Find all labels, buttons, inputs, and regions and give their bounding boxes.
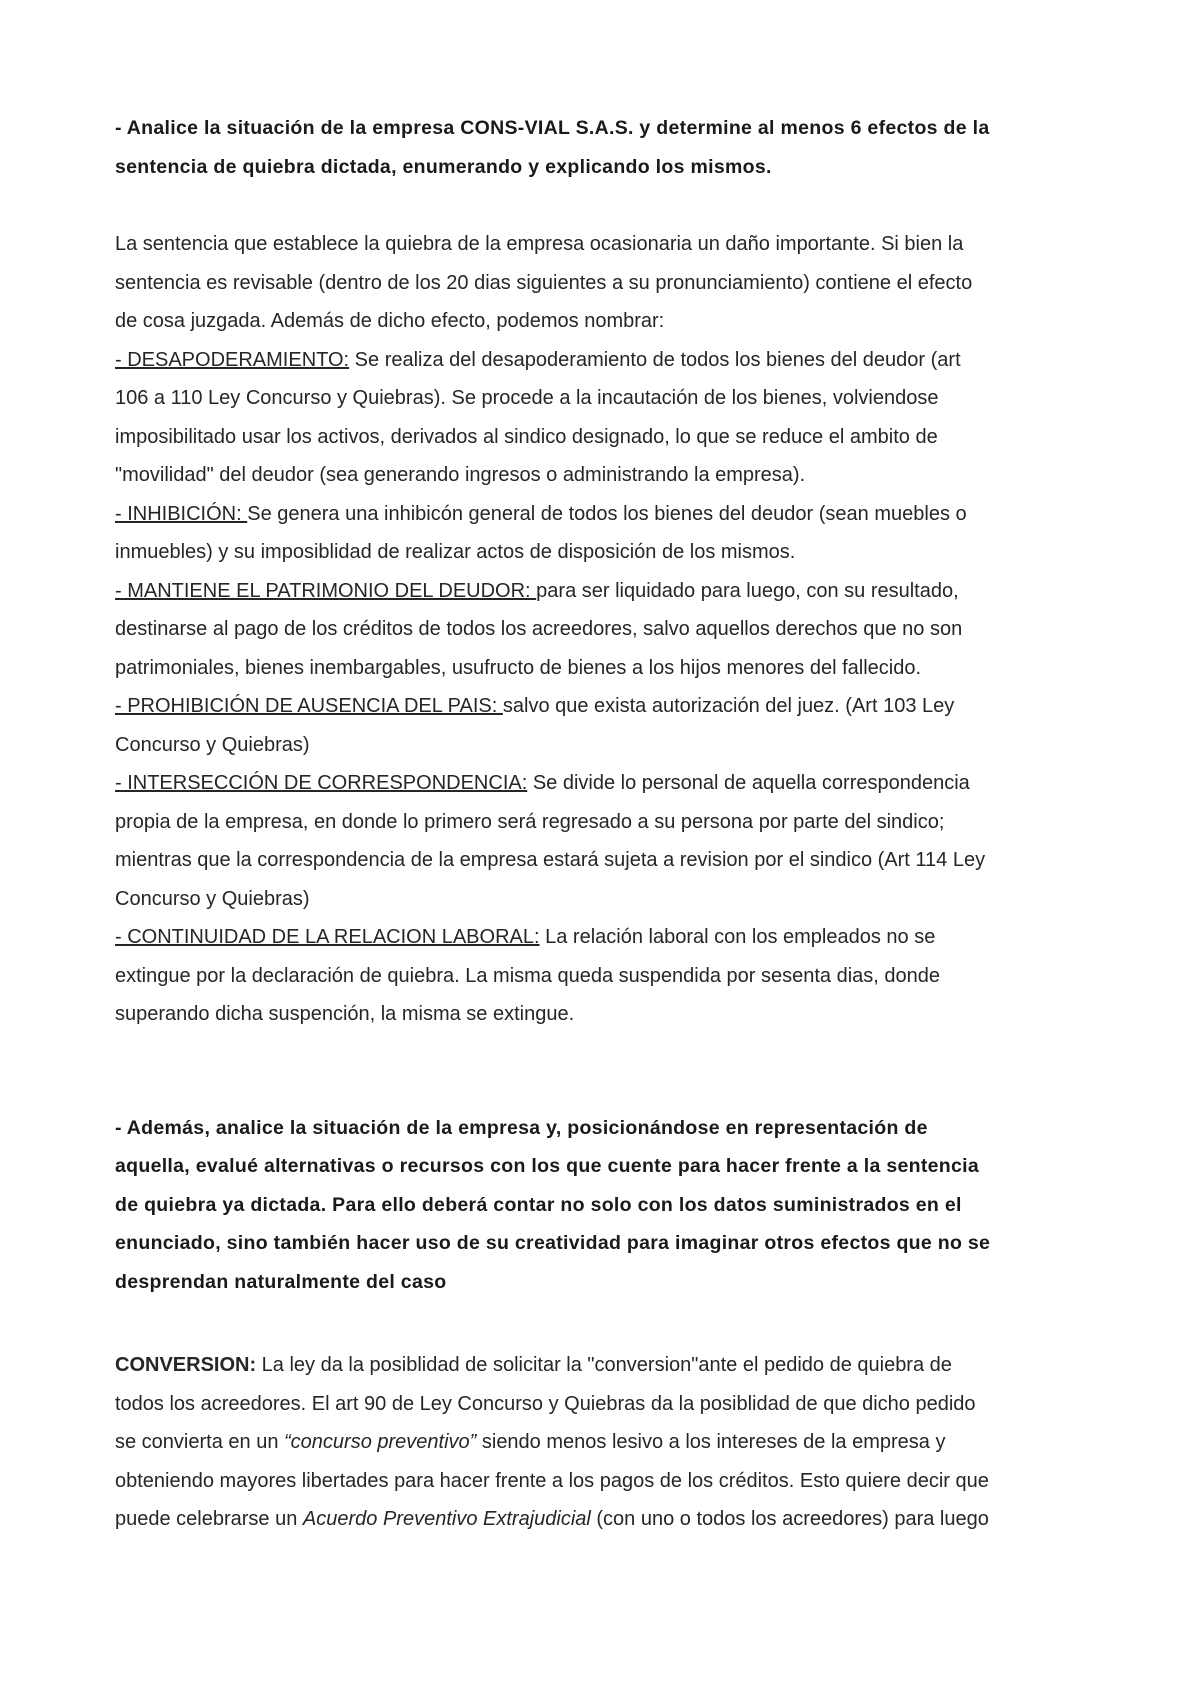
answer-2-line xyxy=(115,1500,1095,1539)
effect-text-line: 106 a 110 Ley Concurso y Quiebras). Se procede a la incautación de los bienes, volviendose xyxy=(115,387,939,409)
document-page xyxy=(115,109,1095,1539)
effect-heading: - DESAPODERAMIENTO: xyxy=(115,348,350,371)
effect-interseccion-correspondencia xyxy=(115,764,1095,803)
answer-2 xyxy=(115,1346,1095,1539)
answer-2-text: se convierta en un xyxy=(115,1431,284,1453)
answer-2-text: (con uno o todos los acreedores) para luego xyxy=(590,1508,989,1530)
effect-continuidad-laboral xyxy=(115,918,1095,957)
effect-text-line: Concurso y Quiebras) xyxy=(115,733,310,756)
effect-heading: - PROHIBICIÓN DE AUSENCIA DEL PAIS: xyxy=(115,695,503,717)
effect-text-line: extingue por la declaración de quiebra. La misma queda suspendida por sesenta dias, donde xyxy=(115,964,940,987)
effect-text: Se genera una inhibicón general de todos los bienes del deudor (sean muebles o xyxy=(247,502,967,525)
effect-text-line: propia de la empresa, en donde lo primero será regresado a su persona por parte del sindico; xyxy=(115,810,945,833)
answer-2-line xyxy=(115,1346,1095,1385)
answer-1 xyxy=(115,225,1095,1034)
effect-text-line: inmuebles) y su imposiblidad de realizar actos de disposición de los mismos. xyxy=(115,541,796,563)
concurso-preventivo-term: “concurso preventivo” xyxy=(284,1431,477,1453)
effect-text: Se divide lo personal de aquella correspondencia xyxy=(527,772,970,794)
effect-text: salvo que exista autorización del juez. (Art 103 Ley xyxy=(502,695,955,717)
answer-1-intro-line: La sentencia que establece la quiebra de la empresa ocasionaria un daño importante. Si bien la xyxy=(115,233,964,255)
effect-text-line: mientras que la correspondencia de la empresa estará sujeta a revision por el sindico (Art 114 Ley xyxy=(115,849,986,871)
answer-2-text: siendo menos lesivo a los intereses de la empresa y xyxy=(476,1431,946,1453)
effect-text-line: patrimoniales, bienes inembargables, usufructo de bienes a los hijos menores del fallecido. xyxy=(115,656,922,679)
answer-2-line xyxy=(115,1423,1095,1462)
question-2-line: desprendan naturalmente del caso xyxy=(115,1270,447,1293)
question-1 xyxy=(115,109,1095,186)
effect-text-line: destinarse al pago de los créditos de todos los acreedores, salvo aquellos derechos que no son xyxy=(115,618,963,640)
answer-1-intro-line: de cosa juzgada. Además de dicho efecto, podemos nombrar: xyxy=(115,310,665,332)
effect-text: para ser liquidado para luego, con su resultado, xyxy=(536,579,959,602)
effect-text-line: Concurso y Quiebras) xyxy=(115,887,310,910)
effect-inhibicion xyxy=(115,495,1095,534)
conversion-heading: CONVERSION: xyxy=(115,1354,257,1376)
effect-prohibicion-ausencia xyxy=(115,687,1095,726)
question-2-line: enunciado, sino también hacer uso de su creatividad para imaginar otros efectos que no se xyxy=(115,1232,991,1254)
effect-text-line: superando dicha suspención, la misma se extingue. xyxy=(115,1003,575,1025)
effect-text: Se realiza del desapoderamiento de todos los bienes del deudor (art xyxy=(349,348,961,371)
effect-heading: - INHIBICIÓN: xyxy=(115,502,248,525)
acuerdo-preventivo-term: Acuerdo Preventivo Extrajudicial xyxy=(302,1508,591,1530)
question-2-line: de quiebra ya dictada. Para ello deberá contar no solo con los datos suministrados en el xyxy=(115,1193,962,1216)
effect-heading: - MANTIENE EL PATRIMONIO DEL DEUDOR: xyxy=(115,579,537,602)
answer-1-intro-line: sentencia es revisable (dentro de los 20 dias siguientes a su pronunciamiento) contiene el efecto xyxy=(115,271,973,294)
answer-2-line: todos los acreedores. El art 90 de Ley Concurso y Quiebras da la posiblidad de que dicho pedido xyxy=(115,1392,976,1415)
effect-text-line: imposibilitado usar los activos, derivados al sindico designado, lo que se reduce el ambito de xyxy=(115,425,938,448)
answer-2-text: puede celebrarse un xyxy=(115,1508,303,1530)
question-2-line: aquella, evalué alternativas o recursos con los que cuente para hacer frente a la sentencia xyxy=(115,1155,979,1177)
answer-2-line: obteniendo mayores libertades para hacer frente a los pagos de los créditos. Esto quiere decir que xyxy=(115,1469,989,1492)
effect-heading: - CONTINUIDAD DE LA RELACION LABORAL: xyxy=(115,926,540,948)
question-2-line: - Además, analice la situación de la empresa y, posicionándose en representación de xyxy=(115,1116,928,1139)
effect-desapoderamiento xyxy=(115,341,1095,380)
question-1-line: sentencia de quiebra dictada, enumerando y explicando los mismos. xyxy=(115,155,772,178)
effect-mantiene-patrimonio xyxy=(115,572,1095,611)
question-2 xyxy=(115,1109,1095,1302)
effect-text-line: "movilidad" del deudor (sea generando ingresos o administrando la empresa). xyxy=(115,464,806,486)
question-1-line: - Analice la situación de la empresa CONS-VIAL S.A.S. y determine al menos 6 efectos de la xyxy=(115,117,990,139)
effect-text: La relación laboral con los empleados no se xyxy=(539,926,936,948)
effect-heading: - INTERSECCIÓN DE CORRESPONDENCIA: xyxy=(115,772,528,794)
answer-2-text: La ley da la posiblidad de solicitar la "conversion"ante el pedido de quiebra de xyxy=(256,1354,952,1376)
